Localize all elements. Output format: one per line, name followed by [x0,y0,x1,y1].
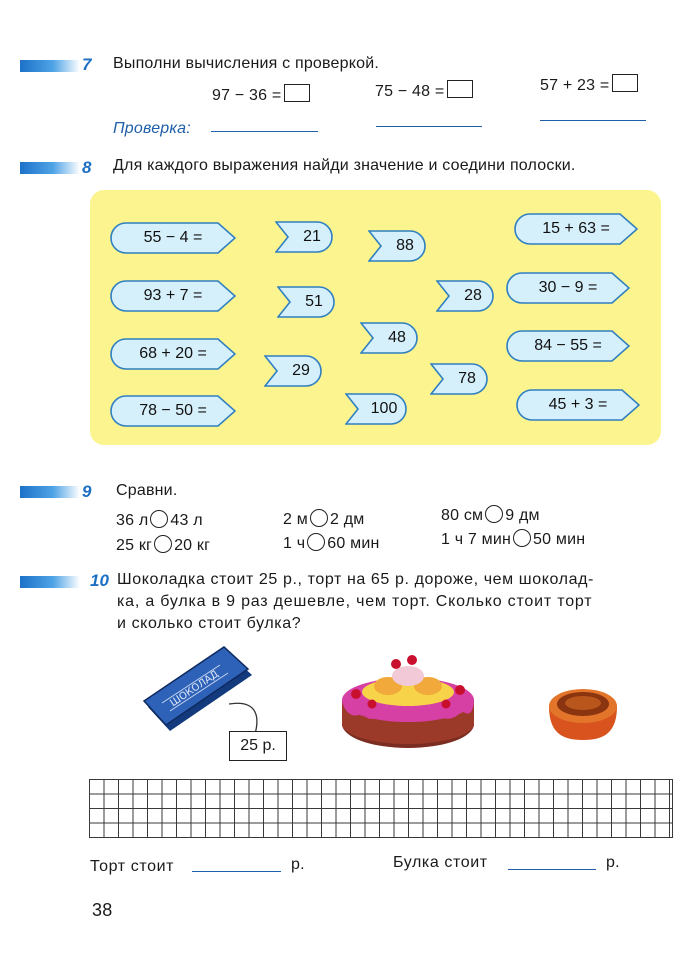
expression-label: 84 − 55 = [534,337,602,354]
bun-answer-currency: р. [606,854,620,871]
page-number: 38 [92,900,113,920]
answer-strip[interactable] [277,286,335,318]
task-10-number: 10 [90,571,109,590]
chocolate-wrapper-text: ШОКОЛАД [168,668,221,710]
expression-strip[interactable] [110,280,236,312]
task-9-title: Сравни. [116,482,178,499]
expression-strip[interactable] [110,338,236,370]
bun-illustration [543,680,623,744]
task-8-number: 8 [82,158,92,177]
bun-answer-label: Булка стоит [393,854,488,871]
task-10-text-line-2: ка, а булка в 9 раз дешевле, чем торт. Сколько стоит торт [117,593,593,610]
answer-value: 51 [305,293,323,310]
task-7-expression-2: 75 − 48 = [375,80,473,101]
answer-strip[interactable] [436,280,494,312]
compare-item: 80 см 9 дм [441,507,540,524]
compare-item: 2 м 2 дм [283,511,365,528]
compare-item: 1 ч 60 мин [283,535,380,552]
cake-answer-label: Торт стоит [90,858,175,875]
cake-answer-currency: р. [291,856,305,873]
price-tag: 25 р. [229,731,287,761]
expression-label: 15 + 63 = [542,220,610,237]
check-label: Проверка: [113,120,191,137]
task-7-title: Выполни вычисления с проверкой. [113,55,380,72]
compare-circle[interactable] [310,509,328,527]
answer-strip[interactable] [360,322,418,354]
compare-circle[interactable] [150,510,168,528]
expression-label: 78 − 50 = [139,402,207,419]
answer-value: 48 [388,329,406,346]
solution-grid[interactable] [89,779,673,838]
cake-answer-line[interactable] [192,871,281,872]
answer-strip[interactable] [345,393,407,425]
check-line-2[interactable] [376,126,482,127]
bun-answer-line[interactable] [508,869,596,870]
task-7-expression-1: 97 − 36 = [212,84,310,105]
compare-circle[interactable] [154,535,172,553]
answer-value: 78 [458,370,476,387]
expression-label: 45 + 3 = [548,396,608,413]
compare-item: 36 л 43 л [116,512,203,529]
answer-box[interactable] [612,74,638,92]
cake-illustration [336,648,486,754]
task-9-number: 9 [82,482,92,501]
expression-label: 55 − 4 = [143,229,203,246]
expression-label: 68 + 20 = [139,345,207,362]
answer-strip[interactable] [368,230,426,262]
compare-item: 25 кг 20 кг [116,537,211,554]
expression-strip[interactable] [110,395,236,427]
expression-strip[interactable] [506,330,630,362]
task-10-marker [20,576,80,588]
task-7-number: 7 [82,55,92,74]
expression-label: 30 − 9 = [538,279,598,296]
expression-strip[interactable] [516,389,640,421]
compare-item: 1 ч 7 мин 50 мин [441,531,586,548]
task-9-marker [20,486,80,498]
answer-value: 21 [303,228,321,245]
answer-strip[interactable] [430,363,488,395]
expression-label: 93 + 7 = [143,287,203,304]
answer-value: 88 [396,237,414,254]
answer-box[interactable] [447,80,473,98]
check-line-3[interactable] [540,120,646,121]
expression-strip[interactable] [506,272,630,304]
expression-strip[interactable] [110,222,236,254]
answer-box[interactable] [284,84,310,102]
task-8-marker [20,162,80,174]
answer-strip[interactable] [275,221,333,253]
answer-value: 100 [370,400,398,417]
check-line-1[interactable] [211,131,318,132]
task-8-title: Для каждого выражения найди значение и соедини полоски. [113,157,576,174]
compare-circle[interactable] [307,533,325,551]
compare-circle[interactable] [485,505,503,523]
task-7-expression-3: 57 + 23 = [540,74,638,95]
task-10-text-line-3: и сколько стоит булка? [117,615,302,632]
compare-circle[interactable] [513,529,531,547]
answer-value: 29 [292,362,310,379]
answer-value: 28 [464,287,482,304]
expression-strip[interactable] [514,213,638,245]
task-7-marker [20,60,80,72]
task-10-text-line-1: Шоколадка стоит 25 р., торт на 65 р. дороже, чем шоколад- [117,571,594,588]
answer-strip[interactable] [264,355,322,387]
